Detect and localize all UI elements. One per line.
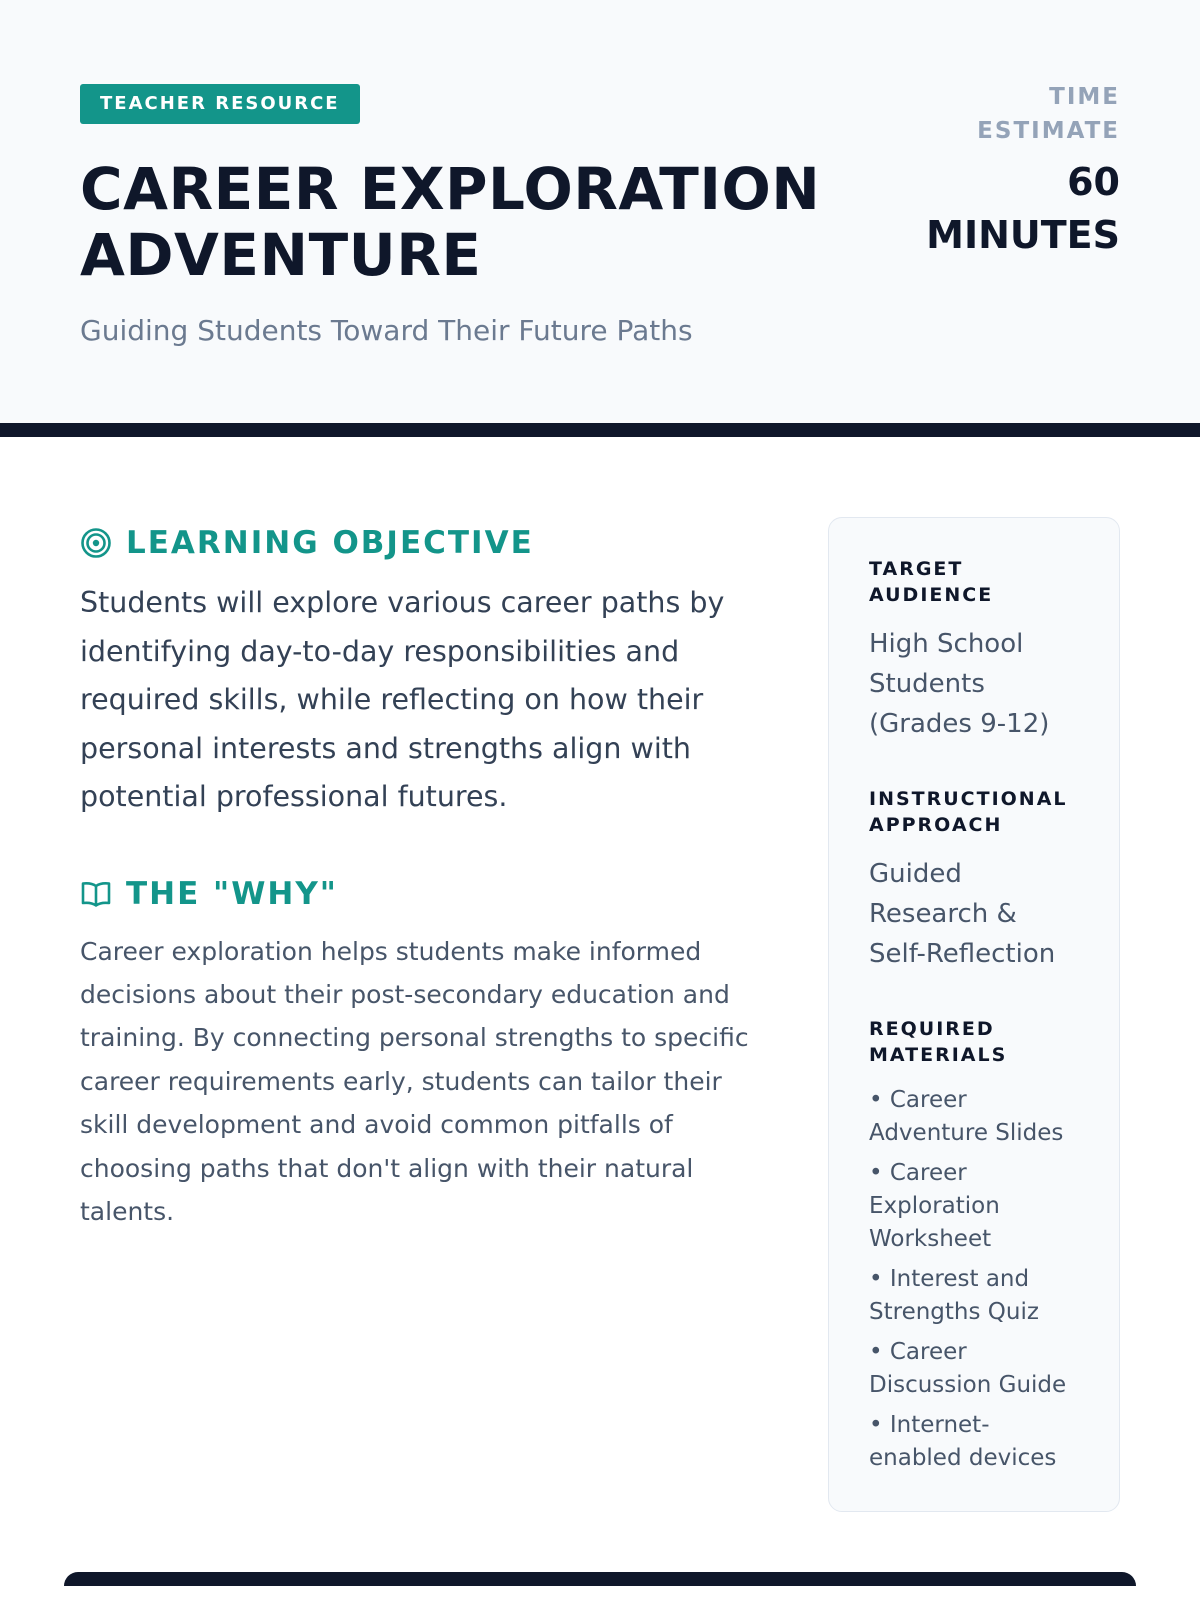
list-item: • Internet-enabled devices bbox=[869, 1412, 1057, 1471]
lesson-overview bbox=[80, 519, 760, 1233]
list-item: • Career Adventure Slides bbox=[869, 1087, 1064, 1146]
time-estimate-value: 60 MINUTES bbox=[926, 160, 1120, 257]
audience-value: High School Students (Grades 9-12) bbox=[869, 629, 1050, 739]
lesson-details-card bbox=[828, 517, 1120, 1512]
approach-value: Guided Research & Self-Reflection bbox=[869, 859, 1056, 969]
objective-text: Students will explore various career paths by identifying day-to-day responsibilities and required skills, while reflecting on how their personal interests and strengths align with potential professional futures. bbox=[80, 586, 725, 813]
resource-badge: TEACHER RESOURCE bbox=[80, 84, 360, 124]
materials-label: REQUIRED MATERIALS bbox=[869, 1018, 1008, 1066]
page-title: CAREER EXPLORATION ADVENTURE bbox=[80, 155, 821, 289]
objective-title: LEARNING OBJECTIVE bbox=[126, 525, 534, 561]
approach-label: INSTRUCTIONAL APPROACH bbox=[869, 788, 1068, 836]
list-item: • Career Exploration Worksheet bbox=[869, 1160, 1000, 1252]
approach-block bbox=[869, 786, 1079, 974]
audience-block bbox=[869, 556, 1079, 744]
objective-heading bbox=[80, 519, 760, 567]
audience-label: TARGET AUDIENCE bbox=[869, 558, 994, 606]
time-estimate-label: TIME ESTIMATE bbox=[977, 84, 1120, 144]
next-section-edge bbox=[64, 1572, 1136, 1586]
list-item: • Interest and Strengths Quiz bbox=[869, 1266, 1039, 1325]
why-text: Career exploration helps students make informed decisions about their post-secondary education and training. By connecting personal strengths to specific career requirements early, students can tailor their skill development and avoid common pitfalls of choosing paths that don't align with their natural talents. bbox=[80, 936, 749, 1226]
page-header bbox=[0, 0, 1200, 437]
main-content bbox=[0, 437, 1200, 1586]
materials-list bbox=[869, 1084, 1079, 1475]
materials-block bbox=[869, 1016, 1079, 1475]
why-title: THE "WHY" bbox=[126, 875, 338, 912]
why-heading bbox=[80, 870, 760, 918]
page-subtitle: Guiding Students Toward Their Future Paths bbox=[80, 314, 693, 347]
target-icon bbox=[80, 527, 112, 559]
time-estimate bbox=[900, 80, 1120, 262]
open-book-icon bbox=[80, 878, 112, 910]
list-item: • Career Discussion Guide bbox=[869, 1339, 1067, 1398]
